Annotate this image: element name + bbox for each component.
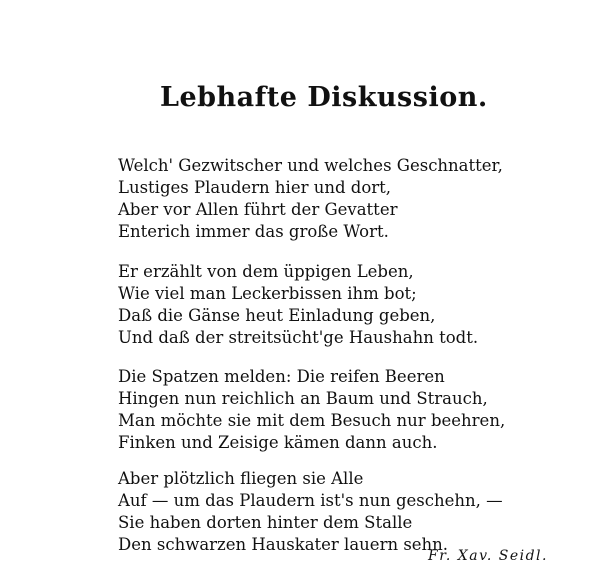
stanza-2 (118, 261, 558, 349)
verse-line: Sie haben dorten hinter dem Stalle (118, 513, 413, 532)
verse-line: Hingen nun reichlich an Baum und Strauch, (118, 389, 488, 408)
verse-line: Er erzählt von dem üppigen Leben, (118, 262, 414, 281)
verse-line: Den schwarzen Hauskater lauern sehn. (118, 535, 449, 554)
stanza-3 (118, 366, 558, 454)
stanza-4 (118, 468, 558, 556)
verse-line: Auf — um das Plaudern ist's nun geschehn, — (118, 491, 503, 510)
verse-line: Welch' Gezwitscher und welches Geschnatter, (118, 156, 503, 175)
poem-title: Lebhafte Diskussion. (160, 82, 488, 113)
verse-line: Man möchte sie mit dem Besuch nur beehren, (118, 411, 506, 430)
stanza-1 (118, 155, 558, 243)
verse-line: Finken und Zeisige kämen dann auch. (118, 433, 438, 452)
verse-line: Aber plötzlich fliegen sie Alle (118, 469, 364, 488)
author-signature: Fr. Xav. Seidl. (428, 548, 548, 564)
verse-line: Wie viel man Leckerbissen ihm bot; (118, 284, 417, 303)
verse-line: Die Spatzen melden: Die reifen Beeren (118, 367, 445, 386)
verse-line: Daß die Gänse heut Einladung geben, (118, 306, 436, 325)
verse-line: Aber vor Allen führt der Gevatter (118, 200, 398, 219)
verse-line: Enterich immer das große Wort. (118, 222, 389, 241)
verse-line: Und daß der streitsücht'ge Haushahn todt. (118, 328, 479, 347)
verse-line: Lustiges Plaudern hier und dort, (118, 178, 392, 197)
